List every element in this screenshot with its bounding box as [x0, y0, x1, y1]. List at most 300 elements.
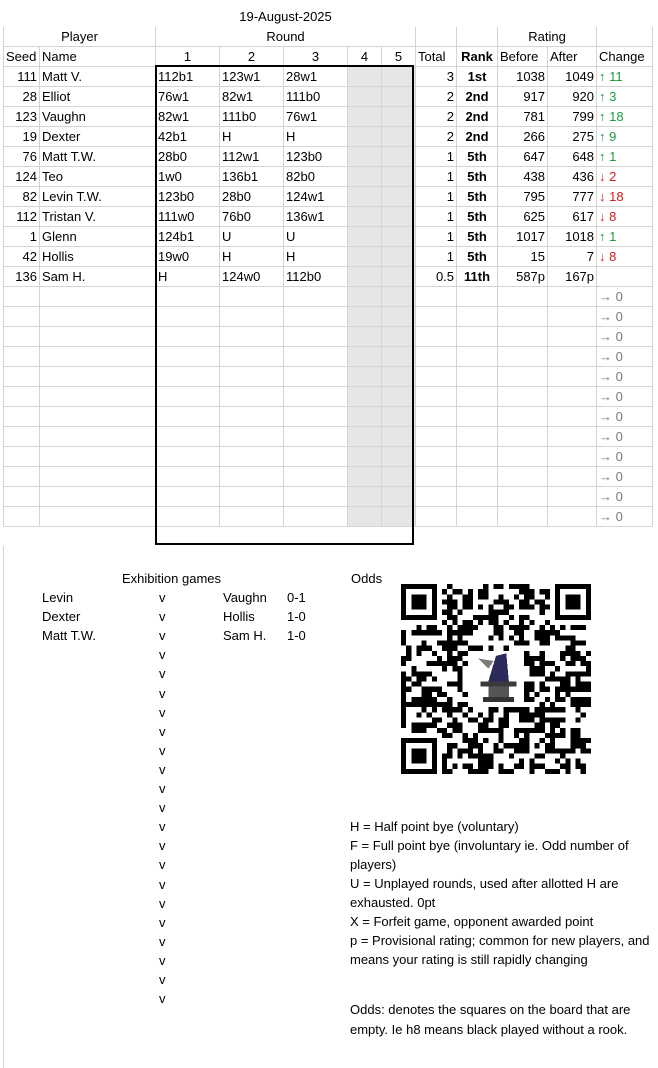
round-2-cell: 82w1 — [220, 87, 284, 107]
empty-row — [4, 427, 653, 447]
empty-cell — [382, 287, 416, 307]
round-3-cell: 112b0 — [284, 267, 348, 287]
change-cell — [597, 507, 653, 527]
change-cell — [597, 167, 653, 187]
legend-x: X = Forfeit game, opponent awarded point — [350, 914, 594, 929]
empty-cell — [156, 427, 220, 447]
qr-code-icon — [400, 584, 592, 774]
empty-cell — [498, 347, 548, 367]
empty-cell — [284, 307, 348, 327]
hat-brim — [481, 682, 517, 687]
empty-cell — [284, 327, 348, 347]
empty-cell — [284, 387, 348, 407]
change-value: 0 — [615, 489, 623, 504]
round-1-cell: 124b1 — [156, 227, 220, 247]
empty-cell — [457, 407, 498, 427]
change-cell — [597, 107, 653, 127]
empty-cell — [220, 347, 284, 367]
empty-cell — [40, 507, 156, 527]
empty-cell — [457, 387, 498, 407]
exhibition-player-left: Matt T.W. — [42, 628, 96, 643]
empty-cell — [416, 447, 457, 467]
empty-cell — [416, 367, 457, 387]
empty-row — [4, 287, 653, 307]
empty-cell — [284, 427, 348, 447]
round-group-header: Round — [156, 27, 416, 47]
round-5-cell — [382, 87, 416, 107]
round-1-cell: 1w0 — [156, 167, 220, 187]
round-5-cell — [382, 147, 416, 167]
empty-row — [4, 347, 653, 367]
round-3-cell: H — [284, 127, 348, 147]
arrow-right-icon: → — [599, 409, 613, 424]
exhibition-vs: v — [159, 743, 166, 758]
empty-cell — [4, 347, 40, 367]
exhibition-player-right: Sam H. — [223, 628, 267, 643]
after-cell: 436 — [548, 167, 597, 187]
change-value: 1 — [609, 149, 617, 164]
empty-cell — [348, 287, 382, 307]
before-cell: 15 — [498, 247, 548, 267]
change-value: 0 — [615, 289, 623, 304]
player-row — [4, 227, 653, 247]
arrow-up-icon: ↑ — [599, 69, 606, 84]
before-cell: 438 — [498, 167, 548, 187]
change-cell — [597, 347, 653, 367]
total-cell: 1 — [416, 247, 457, 267]
empty-cell — [284, 507, 348, 527]
round-4-cell — [348, 87, 382, 107]
round-4-cell — [348, 147, 382, 167]
arrow-right-icon: → — [599, 369, 613, 384]
empty-cell — [348, 427, 382, 447]
pedestal-base — [483, 697, 514, 702]
empty-cell — [4, 287, 40, 307]
empty-cell — [348, 487, 382, 507]
empty-cell — [348, 327, 382, 347]
rank-cell: 5th — [457, 147, 498, 167]
round-5-cell — [382, 67, 416, 87]
round-5-cell — [382, 227, 416, 247]
empty-cell — [348, 347, 382, 367]
after-cell: 648 — [548, 147, 597, 167]
round-4-cell — [348, 127, 382, 147]
round-5-cell — [382, 187, 416, 207]
change-value: 3 — [609, 89, 617, 104]
total-cell: 3 — [416, 67, 457, 87]
empty-cell — [40, 387, 156, 407]
change-value: 0 — [615, 389, 623, 404]
round-4-header: 4 — [348, 47, 382, 67]
exhibition-player-right: Hollis — [223, 609, 255, 624]
exhibition-vs: v — [159, 857, 166, 872]
empty-cell — [457, 307, 498, 327]
total-cell: 1 — [416, 147, 457, 167]
rank-cell: 5th — [457, 167, 498, 187]
empty-cell — [348, 447, 382, 467]
empty-cell — [382, 407, 416, 427]
arrow-down-icon: ↓ — [599, 209, 606, 224]
arrow-up-icon: ↑ — [599, 89, 606, 104]
change-cell — [597, 247, 653, 267]
rank-header: Rank — [457, 47, 498, 67]
seed-cell: 124 — [4, 167, 40, 187]
arrow-up-icon: ↑ — [599, 109, 606, 124]
total-cell: 2 — [416, 107, 457, 127]
exhibition-vs: v — [159, 800, 166, 815]
round-2-cell: 76b0 — [220, 207, 284, 227]
empty-cell — [548, 387, 597, 407]
exhibition-vs: v — [159, 953, 166, 968]
player-row — [4, 147, 653, 167]
total-cell: 1 — [416, 187, 457, 207]
change-cell — [597, 407, 653, 427]
change-value: 9 — [609, 129, 617, 144]
round-2-header: 2 — [220, 47, 284, 67]
change-value: 1 — [609, 229, 617, 244]
change-value: 0 — [615, 429, 623, 444]
empty-cell — [284, 487, 348, 507]
empty-cell — [457, 447, 498, 467]
empty-cell — [284, 447, 348, 467]
exhibition-vs: v — [159, 628, 166, 643]
empty-cell — [416, 467, 457, 487]
empty-cell — [348, 407, 382, 427]
player-row — [4, 267, 653, 287]
empty-cell — [40, 327, 156, 347]
player-row — [4, 107, 653, 127]
empty-cell — [220, 407, 284, 427]
empty-cell — [156, 467, 220, 487]
name-cell: Matt V. — [40, 67, 156, 87]
round-1-cell: 28b0 — [156, 147, 220, 167]
empty-cell — [220, 427, 284, 447]
empty-cell — [220, 507, 284, 527]
arrow-right-icon: → — [599, 349, 613, 364]
change-cell — [597, 267, 653, 287]
round-3-cell: U — [284, 227, 348, 247]
empty-cell — [416, 387, 457, 407]
empty-row — [4, 487, 653, 507]
change-cell — [597, 187, 653, 207]
exhibition-vs: v — [159, 686, 166, 701]
round-4-cell — [348, 207, 382, 227]
exhibition-vs: v — [159, 666, 166, 681]
change-value: 8 — [609, 249, 617, 264]
empty-row — [4, 307, 653, 327]
empty-cell — [220, 447, 284, 467]
empty-cell — [416, 307, 457, 327]
rating-group-header: Rating — [498, 27, 597, 47]
change-cell — [597, 487, 653, 507]
arrow-down-icon: ↓ — [599, 249, 606, 264]
before-cell: 587p — [498, 267, 548, 287]
empty-cell — [40, 347, 156, 367]
empty-cell — [4, 427, 40, 447]
empty-cell — [156, 347, 220, 367]
round-1-cell: 112b1 — [156, 67, 220, 87]
change-cell — [597, 227, 653, 247]
seed-cell: 111 — [4, 67, 40, 87]
empty-cell — [40, 287, 156, 307]
empty-cell — [457, 507, 498, 527]
name-cell: Matt T.W. — [40, 147, 156, 167]
round-3-cell: 136w1 — [284, 207, 348, 227]
empty-cell — [4, 467, 40, 487]
total-header: Total — [416, 47, 457, 67]
exhibition-result: 1-0 — [287, 628, 306, 643]
name-cell: Vaughn — [40, 107, 156, 127]
arrow-right-icon: → — [599, 489, 613, 504]
arrow-up-icon: ↑ — [599, 229, 606, 244]
change-cell — [597, 87, 653, 107]
change-value: 0 — [615, 309, 623, 324]
rank-cell: 1st — [457, 67, 498, 87]
empty-cell — [457, 467, 498, 487]
round-2-cell: H — [220, 247, 284, 267]
empty-cell — [156, 287, 220, 307]
seed-cell: 1 — [4, 227, 40, 247]
round-1-header: 1 — [156, 47, 220, 67]
change-cell — [597, 467, 653, 487]
before-cell: 795 — [498, 187, 548, 207]
exhibition-vs: v — [159, 838, 166, 853]
change-value: 0 — [615, 349, 623, 364]
change-cell — [597, 447, 653, 467]
empty-cell — [498, 447, 548, 467]
empty-cell — [156, 447, 220, 467]
empty-cell — [156, 487, 220, 507]
empty-cell — [548, 507, 597, 527]
empty-cell — [457, 347, 498, 367]
rank-cell: 5th — [457, 247, 498, 267]
change-value: 18 — [609, 189, 624, 204]
empty-cell — [416, 507, 457, 527]
empty-cell — [382, 367, 416, 387]
round-3-cell: 123b0 — [284, 147, 348, 167]
empty-cell — [220, 307, 284, 327]
name-cell: Tristan V. — [40, 207, 156, 227]
empty-cell — [40, 487, 156, 507]
empty-cell — [220, 387, 284, 407]
round-1-cell: 123b0 — [156, 187, 220, 207]
empty-cell — [416, 487, 457, 507]
empty-cell — [4, 507, 40, 527]
empty-cell — [457, 327, 498, 347]
after-cell: 920 — [548, 87, 597, 107]
empty-cell — [284, 367, 348, 387]
empty-cell — [156, 407, 220, 427]
arrow-right-icon: → — [599, 289, 613, 304]
empty-cell — [348, 387, 382, 407]
empty-row — [4, 327, 653, 347]
arrow-right-icon: → — [599, 429, 613, 444]
empty-cell — [498, 467, 548, 487]
change-cell — [597, 207, 653, 227]
round-4-cell — [348, 247, 382, 267]
empty-cell — [40, 407, 156, 427]
round-3-cell: H — [284, 247, 348, 267]
legend-f: F = Full point bye (involuntary ie. Odd number of players) — [350, 838, 629, 872]
round-2-cell: 112w1 — [220, 147, 284, 167]
total-cell: 1 — [416, 227, 457, 247]
empty-cell — [382, 347, 416, 367]
exhibition-vs: v — [159, 590, 166, 605]
round-2-cell: 111b0 — [220, 107, 284, 127]
round-3-cell: 111b0 — [284, 87, 348, 107]
empty-cell — [457, 427, 498, 447]
round-1-cell: 19w0 — [156, 247, 220, 267]
empty-row — [4, 387, 653, 407]
change-value: 8 — [609, 209, 617, 224]
empty-cell — [220, 467, 284, 487]
empty-cell — [284, 407, 348, 427]
empty-row — [4, 447, 653, 467]
standings-table — [3, 6, 653, 527]
exhibition-vs: v — [159, 877, 166, 892]
round-3-cell: 82b0 — [284, 167, 348, 187]
round-5-cell — [382, 267, 416, 287]
empty-cell — [4, 367, 40, 387]
exhibition-vs: v — [159, 934, 166, 949]
rank-cell: 2nd — [457, 107, 498, 127]
exhibition-vs: v — [159, 819, 166, 834]
empty-cell — [4, 387, 40, 407]
before-cell: 1038 — [498, 67, 548, 87]
round-2-cell: 136b1 — [220, 167, 284, 187]
round-3-header: 3 — [284, 47, 348, 67]
empty-cell — [382, 447, 416, 467]
arrow-right-icon: → — [599, 389, 613, 404]
arrow-right-icon: → — [599, 329, 613, 344]
name-cell: Levin T.W. — [40, 187, 156, 207]
empty-cell — [548, 467, 597, 487]
arrow-down-icon: ↓ — [599, 189, 606, 204]
round-4-cell — [348, 227, 382, 247]
rank-cell: 2nd — [457, 87, 498, 107]
seed-cell: 19 — [4, 127, 40, 147]
empty-cell — [548, 427, 597, 447]
round-4-cell — [348, 107, 382, 127]
legend — [350, 817, 650, 969]
empty-cell — [548, 307, 597, 327]
name-cell: Teo — [40, 167, 156, 187]
empty-row — [4, 407, 653, 427]
empty-cell — [382, 507, 416, 527]
round-3-cell: 28w1 — [284, 67, 348, 87]
empty-cell — [498, 367, 548, 387]
change-cell — [597, 367, 653, 387]
seed-cell: 112 — [4, 207, 40, 227]
arrow-right-icon: → — [599, 509, 613, 524]
empty-cell — [382, 467, 416, 487]
before-cell: 917 — [498, 87, 548, 107]
seed-cell: 42 — [4, 247, 40, 267]
exhibition-vs: v — [159, 762, 166, 777]
round-4-cell — [348, 187, 382, 207]
arrow-right-icon: → — [599, 449, 613, 464]
change-cell — [597, 127, 653, 147]
empty-cell — [498, 507, 548, 527]
exhibition-vs: v — [159, 781, 166, 796]
left-gridline — [3, 546, 4, 1068]
player-row — [4, 127, 653, 147]
exhibition-vs: v — [159, 724, 166, 739]
empty-cell — [498, 327, 548, 347]
change-header: Change — [597, 47, 653, 67]
exhibition-vs: v — [159, 896, 166, 911]
empty-cell — [220, 367, 284, 387]
after-cell: 275 — [548, 127, 597, 147]
empty-cell — [284, 347, 348, 367]
rank-cell: 5th — [457, 227, 498, 247]
change-cell — [597, 287, 653, 307]
change-value: 0 — [615, 449, 623, 464]
empty-row — [4, 467, 653, 487]
round-5-header: 5 — [382, 47, 416, 67]
empty-cell — [498, 387, 548, 407]
player-row — [4, 67, 653, 87]
total-cell: 1 — [416, 167, 457, 187]
empty-cell — [40, 447, 156, 467]
empty-cell — [416, 407, 457, 427]
exhibition-player-right: Vaughn — [223, 590, 267, 605]
change-cell — [597, 67, 653, 87]
empty-cell — [382, 307, 416, 327]
round-3-cell: 124w1 — [284, 187, 348, 207]
seed-header: Seed — [4, 47, 40, 67]
empty-cell — [498, 427, 548, 447]
round-4-cell — [348, 267, 382, 287]
empty-cell — [382, 427, 416, 447]
player-row — [4, 167, 653, 187]
round-2-cell: H — [220, 127, 284, 147]
empty-cell — [156, 507, 220, 527]
total-cell: 0.5 — [416, 267, 457, 287]
arrow-down-icon: ↓ — [599, 169, 606, 184]
empty-cell — [548, 447, 597, 467]
empty-cell — [348, 467, 382, 487]
exhibition-result: 0-1 — [287, 590, 306, 605]
empty-cell — [284, 467, 348, 487]
change-cell — [597, 327, 653, 347]
round-1-cell: 76w1 — [156, 87, 220, 107]
empty-cell — [548, 487, 597, 507]
legend-h: H = Half point bye (voluntary) — [350, 819, 519, 834]
change-value: 0 — [615, 409, 623, 424]
round-1-cell: 82w1 — [156, 107, 220, 127]
exhibition-vs: v — [159, 915, 166, 930]
pedestal — [488, 687, 509, 697]
seed-cell: 123 — [4, 107, 40, 127]
empty-cell — [457, 287, 498, 307]
before-cell: 625 — [498, 207, 548, 227]
total-cell: 2 — [416, 127, 457, 147]
change-cell — [597, 147, 653, 167]
change-cell — [597, 387, 653, 407]
name-cell: Hollis — [40, 247, 156, 267]
player-row — [4, 87, 653, 107]
player-group-header: Player — [4, 27, 156, 47]
rank-cell: 5th — [457, 207, 498, 227]
change-value: 18 — [609, 109, 624, 124]
after-cell: 1018 — [548, 227, 597, 247]
odds-note: Odds: denotes the squares on the board that are empty. Ie h8 means black played without a rook. — [350, 1002, 631, 1037]
player-row — [4, 187, 653, 207]
odds-title: Odds — [351, 571, 383, 586]
empty-cell — [284, 287, 348, 307]
seed-cell: 76 — [4, 147, 40, 167]
